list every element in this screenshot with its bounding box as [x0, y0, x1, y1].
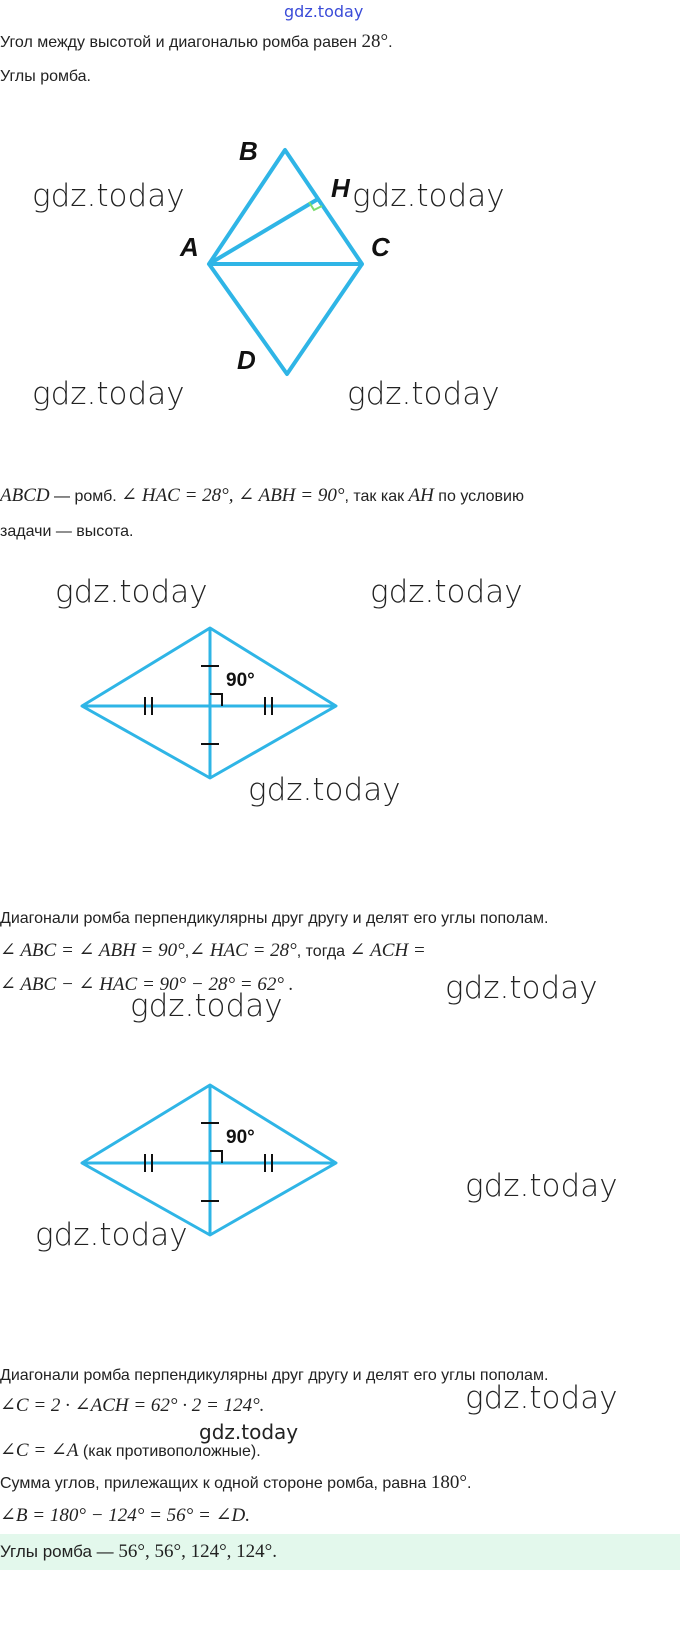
watermark: gdz.today	[445, 970, 598, 1006]
watermark: gdz.today	[347, 376, 500, 412]
answer-box	[0, 1534, 680, 1570]
answer-label: Углы ромба —	[0, 1542, 119, 1561]
watermark: gdz.today	[199, 1420, 299, 1444]
para3-math-180: 180°	[430, 1472, 467, 1493]
label-a: A	[180, 232, 199, 262]
para3-line-1: Диагонали ромба перпендикулярны друг другу и делят его углы пополам.	[0, 1367, 549, 1384]
para3-math-b: ∠B = 180° − 124° = 56° = ∠D.	[0, 1505, 250, 1526]
height-ah	[209, 199, 318, 264]
triangle-acd	[209, 264, 362, 374]
watermark: gdz.today	[32, 376, 185, 412]
para3-opposite: (как противоположные).	[78, 1443, 261, 1460]
watermark: gdz.today	[35, 1217, 188, 1253]
problem-text: Угол между высотой и диагональю ромба равен	[0, 34, 362, 51]
problem-question: Углы ромба.	[0, 68, 91, 85]
para2-line-2	[0, 941, 426, 962]
rhombus-figure-height	[0, 120, 680, 390]
site-link[interactable]: gdz.today	[284, 2, 364, 21]
angle-label: 90°	[226, 670, 255, 691]
para1-text-2: , так как	[344, 488, 409, 505]
para1-math-abcd: ABCD	[0, 485, 50, 506]
para2-comma: ,	[184, 943, 190, 960]
watermark: gdz.today	[55, 574, 208, 610]
watermark: gdz.today	[352, 178, 505, 214]
label-b: B	[239, 136, 258, 166]
para2-math-hac: ∠ HAC = 28°	[189, 940, 297, 961]
angle-label: 90°	[226, 1127, 255, 1148]
rhombus-figure-diagonals	[0, 620, 680, 790]
para3-line-2	[0, 1396, 264, 1417]
problem-angle: 28°	[361, 31, 389, 52]
para3-line-5	[0, 1506, 250, 1527]
para3-math-ca: ∠C = ∠A	[0, 1440, 79, 1461]
para3-line-4	[0, 1473, 471, 1494]
right-angle-mark	[210, 694, 222, 706]
label-c: C	[371, 232, 390, 262]
triangle-abc	[209, 150, 362, 264]
para1-math-angles: ∠ HAC = 28°, ∠ ABH = 90°	[121, 485, 345, 506]
para3-sum-text: Сумма углов, прилежащих к одной стороне ромба, равна	[0, 1475, 431, 1492]
para1-line-2: задачи — высота.	[0, 523, 134, 540]
watermark: gdz.today	[465, 1380, 618, 1416]
label-d: D	[237, 345, 256, 375]
para2-then: , тогда	[296, 943, 350, 960]
label-h: H	[331, 173, 350, 203]
para2-math-ach: ∠ ACH =	[349, 940, 426, 961]
para1-text-1: — ромб.	[49, 488, 122, 505]
para2-math-result: ∠ ABC − ∠ HAC = 90° − 28° = 62° .	[0, 974, 294, 995]
right-angle-mark	[210, 1151, 222, 1163]
watermark: gdz.today	[32, 178, 185, 214]
para3-math-c: ∠C = 2 · ∠ACH = 62° · 2 = 124°.	[0, 1395, 265, 1416]
para1-text-3: по условию	[433, 488, 524, 505]
watermark: gdz.today	[248, 772, 401, 808]
watermark: gdz.today	[370, 574, 523, 610]
problem-period: .	[388, 34, 393, 51]
para3-line-3	[0, 1441, 261, 1462]
para3-period: .	[466, 1475, 472, 1492]
para1-line-1	[0, 486, 524, 507]
answer-line	[0, 1542, 277, 1562]
para1-math-ah: AH	[408, 485, 434, 506]
para2-line-1: Диагонали ромба перпендикулярны друг другу и делят его углы пополам.	[0, 910, 549, 927]
para2-math-abc: ∠ ABC = ∠ ABH = 90°	[0, 940, 185, 961]
watermark: gdz.today	[465, 1168, 618, 1204]
watermark: gdz.today	[130, 988, 283, 1024]
problem-line-1	[0, 32, 393, 53]
answer-values: 56°, 56°, 124°, 124°.	[118, 1541, 278, 1562]
